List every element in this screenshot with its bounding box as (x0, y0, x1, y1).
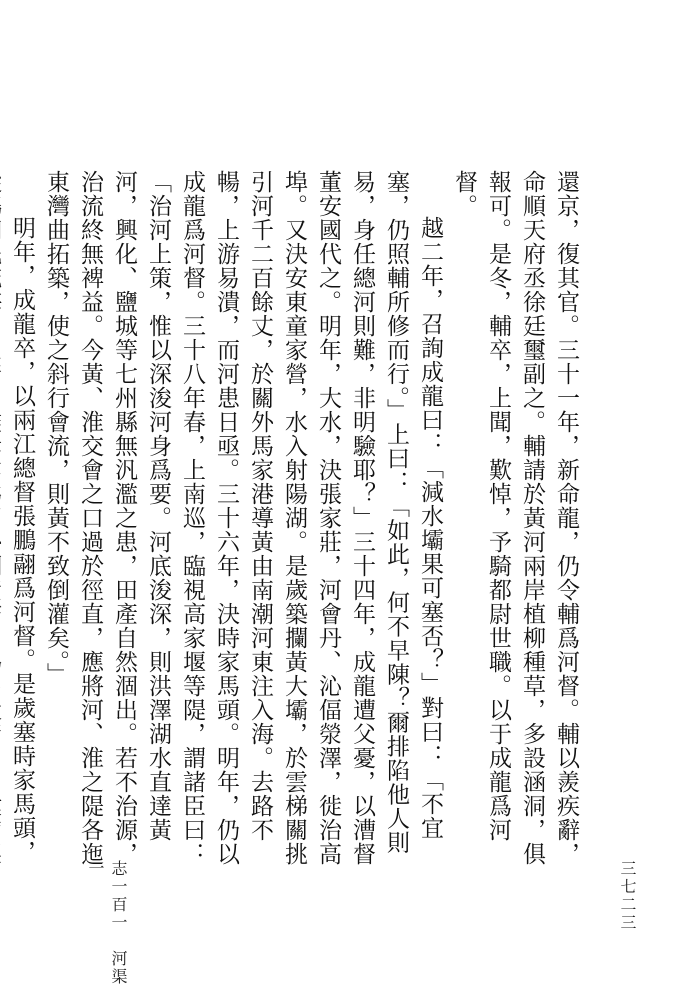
page-number: 三七二三 (618, 860, 637, 932)
paragraph-1: 還京，復其官。三十一年，新命龍，仍令輔爲河督。輔以羨疾辭，命順天府丞徐廷璽副之。輔請於黃河兩岸植柳種草，多設涵洞，俱報可。是冬，輔卒，上聞，歎悼，予騎都尉世職。以于成龍爲河督。 (451, 170, 579, 866)
paragraph-2: 越二年，召詢成龍曰：「減水壩果可塞否？」對曰：「不宜塞，仍照輔所修而行。」上曰：「如此，何不早陳？爾排陷他人則易，身任總河則難，非明驗耶？」三十四年，成龍遭父憂，以漕督董安國代之。明年，大水，決張家莊，河會丹、沁偪滎澤，徙治高埠。又決安東童家營，水入射陽湖。是歲築攔黃大壩，於雲梯關挑引河千二百餘丈，於關外馬家港導黃由南潮河東注入海。去路不暢，上游易潰，而河患日亟。三十六年，決時家馬頭。明年，仍以成龍爲河督。三十八年春，上南巡，臨視高家堰等隄，謂諸臣曰：「治河上策，惟以深浚河身爲要。河底浚深，則洪澤湖水直達黃河，興化、鹽城等七州縣無汎濫之患，田產自然涸出。若不治源，治流終無裨益。今黃、淮交會之口過於徑直，應將河、淮之隄各迤東灣曲拓築，使之斜行會流，則黃不致倒灌矣。」 (43, 170, 443, 866)
main-text (9, 170, 583, 870)
paragraph-3: 明年，成龍卒，以兩江總督張鵬翮爲河督。是歲塞時家馬頭， (9, 216, 35, 864)
chapter-footer: 志一百一 河渠一 (86, 860, 128, 986)
